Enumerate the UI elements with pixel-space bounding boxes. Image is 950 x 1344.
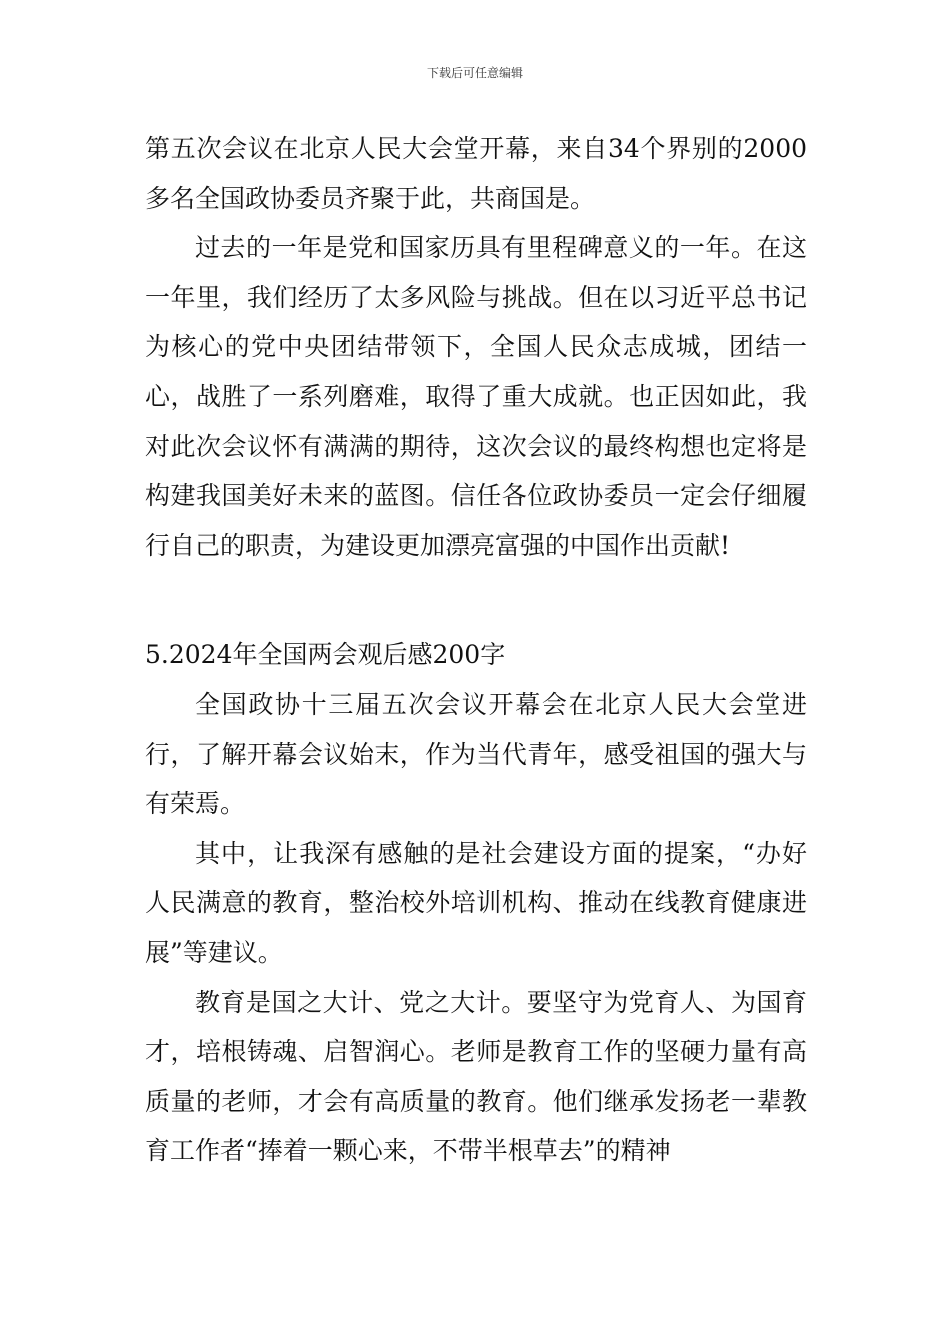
document-body — [145, 124, 807, 1176]
page-header-note: 下载后可任意编辑 — [426, 66, 523, 80]
section-gap — [145, 570, 807, 630]
paragraph-5: 教育是国之大计、党之大计。要坚守为党育人、为国育才，培根铸魂、启智润心。老师是教育工作的坚硬力量有高质量的老师，才会有高质量的教育。他们继承发扬老一辈教育工作者“捧着一颗心来，不带半根草去”的精神 — [145, 987, 807, 1166]
paragraph-2: 过去的一年是党和国家历具有里程碑意义的一年。在这一年里，我们经历了太多风险与挑战。但在以习近平总书记为核心的党中央团结带领下，全国人民众志成城，团结一心，战胜了一系列磨难，取得了重大成就。也正因如此，我对此次会议怀有满满的期待，这次会议的最终构想也定将是构建我国美好未来的蓝图。信任各位政协委员一定会仔细履行自己的职责，为建设更加漂亮富强的中国作出贡献! — [145, 233, 807, 560]
section-title: 5.2024年全国两会观后感200字 — [145, 640, 506, 670]
paragraph-4: 其中，让我深有感触的是社会建设方面的提案，“办好人民满意的教育，整治校外培训机构、推动在线教育健康进展”等建议。 — [145, 838, 807, 967]
paragraph-1: 第五次会议在北京人民大会堂开幕，来自34个界别的2000多名全国政协委员齐聚于此，共商国是。 — [145, 134, 807, 213]
paragraph-3: 全国政协十三届五次会议开幕会在北京人民大会堂进行，了解开幕会议始末，作为当代青年，感受祖国的强大与有荣焉。 — [145, 689, 807, 819]
